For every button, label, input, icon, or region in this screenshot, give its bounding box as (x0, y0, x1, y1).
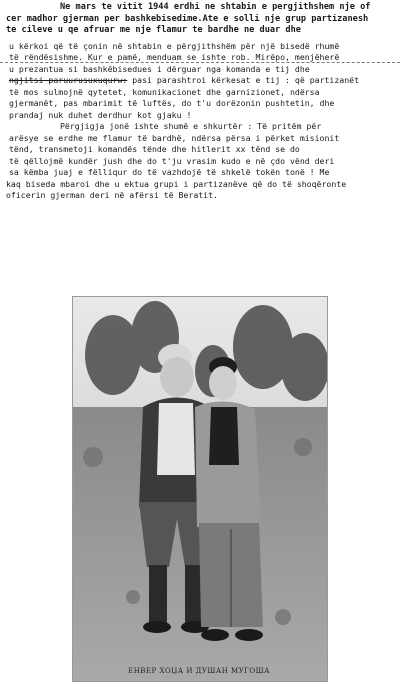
paragraph-line: oficerin gjerman deri në afërsi të Beratit. (6, 190, 218, 200)
paragraph-line: prandaj nuk duhet derdhur kot gjaku ! (9, 109, 192, 120)
paragraph-line: gjermanët, pas mbarimit të luftës, do t'u dorëzonin pushtetin, dhe (9, 98, 335, 108)
paragraph-line: u prezantua si bashkëbisedues i dërguar nga komanda e tij dhe (9, 63, 310, 74)
photo-illustration (73, 297, 327, 681)
paragraph-line: të qëllojmë kundër jush dhe do t'ju vrasim kudo e në çdo vënd deri (9, 155, 335, 166)
header-line: Ne mars te vitit 1944 erdhi ne shtabin e pergjithshem nje of (60, 2, 371, 12)
paragraph-line: të rëndësishme. Kur e pamë, menduam se ishte rob. Mirëpo, menjëherë (9, 52, 340, 62)
struck-text: ngjitsi paruurusuxuqurw: (9, 75, 128, 85)
paragraph-line: kaq biseda mbaroi dhe u ektua grupi i partizanëve që do të shoqëronte (6, 178, 347, 189)
paragraph-line: të mos sulmojnë qytetet, komunikacionet dhe garnizionet, ndërsa (9, 86, 320, 97)
photo-caption: ЕНВЕР ХОЏА И ДУШАН МУГОША (128, 667, 270, 675)
paragraph-line: sa këmba juaj e fëlliqur do të vazhdojë të shkelë tokën tonë ! Me (9, 167, 330, 177)
paragraph-line: tënd, transmetoji komandës tënde dhe hitlerit xx tënd se do (9, 144, 300, 154)
paragraph-line: u kërkoi që të çonin në shtabin e përgjithshëm për një bisedë rhumë (9, 40, 340, 51)
header-line: te cileve u qe afruar me nje flamur te bardhe ne duar dhe (6, 25, 301, 35)
paragraph-line: Përgjigja jonë ishte shumë e shkurtër : Të pritëm për (60, 121, 322, 131)
paragraph-line-text: pasi parashtroi kërkesat e tij : që partizanët (132, 75, 359, 85)
paragraph-line (6, 75, 398, 87)
historical-photo (72, 296, 328, 682)
paragraph-line: arësye se erdhe me flamur të bardhë, ndërsa përsa i përket misionit (9, 132, 340, 143)
page-separator (0, 62, 400, 64)
header-line: cer madhor gjerman per bashkebisedime.Ate e solli nje grup partizanesh (6, 13, 369, 24)
typewritten-text (6, 2, 398, 202)
